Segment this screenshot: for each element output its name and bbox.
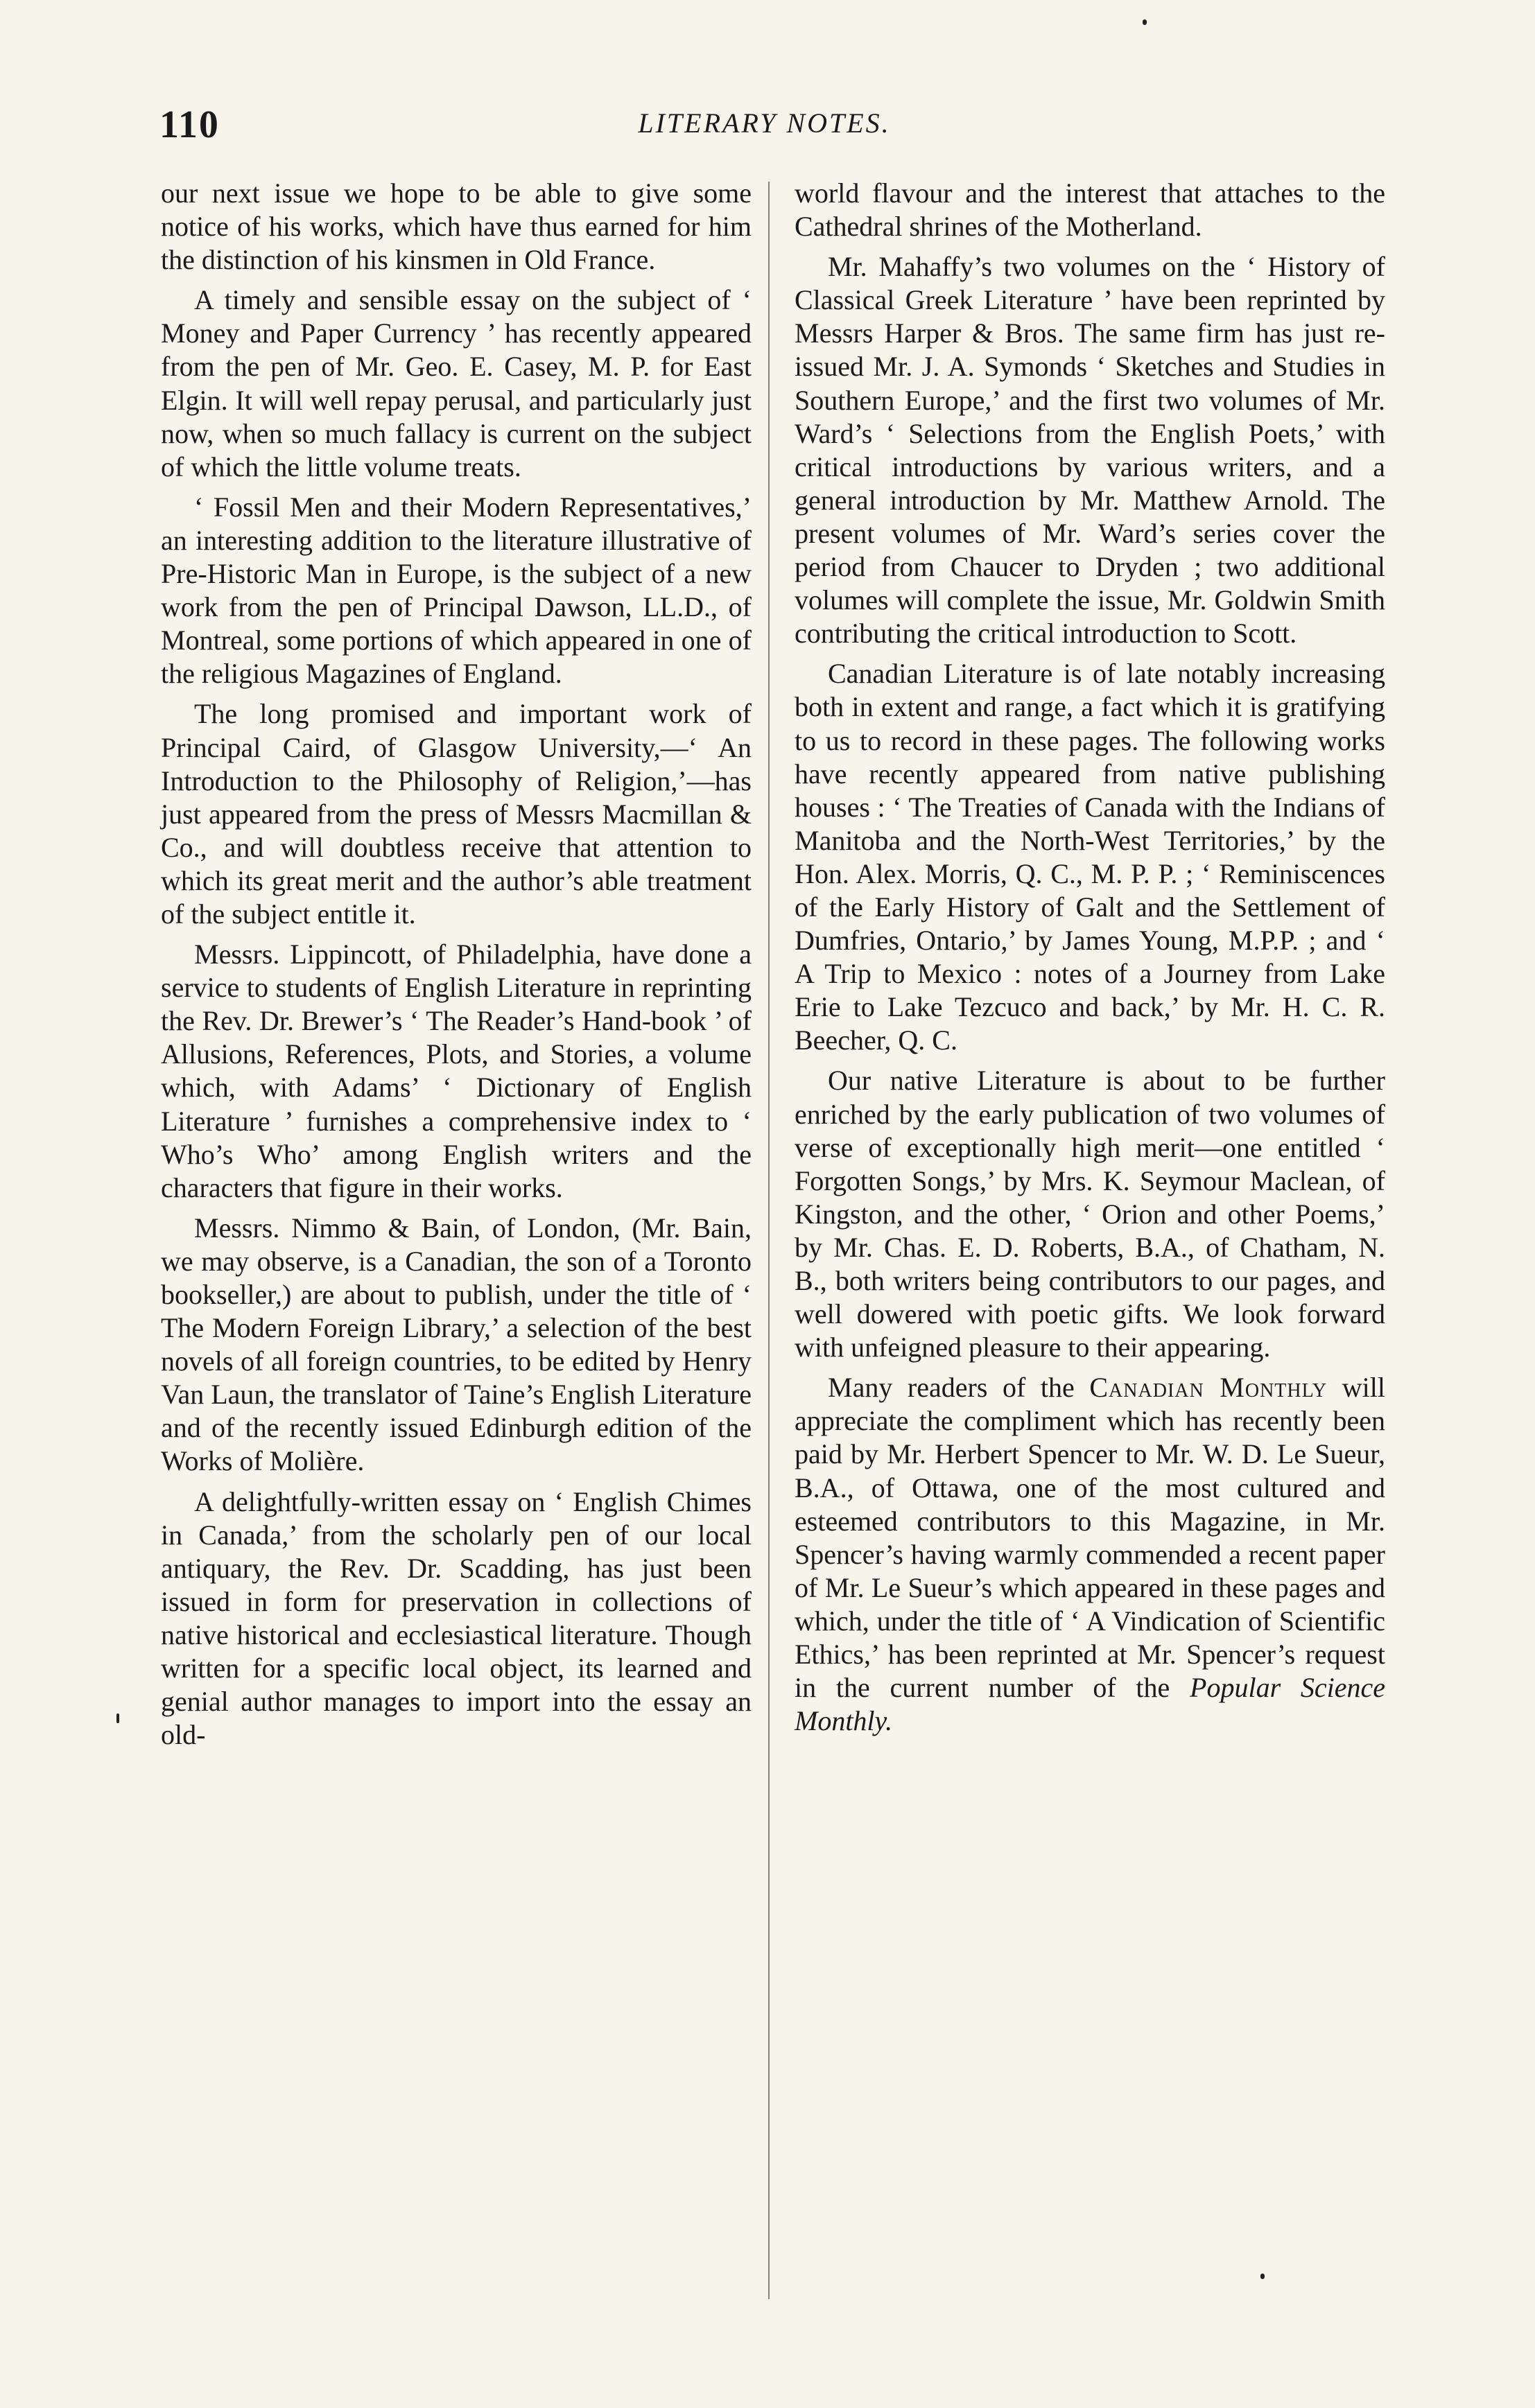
paragraph-philosophy-of-religion: The long promised and important work of Principal Caird, of Glasgow University,—‘ An Introduction to the Philosophy of Religion,’—has just appeared from the press of Messrs Macmillan & Co., and will doubtless receive that attention to which its great merit and the author’s able treatment of the subject entitle it. bbox=[161, 698, 752, 930]
magazine-name: Canadian Monthly bbox=[1089, 1372, 1328, 1404]
paragraph-continued: our next issue we hope to be able to give some notice of his works, which have thus earned for him the distinction of his kinsmen in Old France. bbox=[161, 177, 752, 276]
paragraph-text: Many readers of the bbox=[828, 1372, 1090, 1404]
paragraph-continued: world flavour and the interest that attaches to the Cathedral shrines of the Motherland. bbox=[795, 177, 1385, 243]
running-title: LITERARY NOTES. bbox=[638, 107, 891, 139]
page-number: 110 bbox=[159, 103, 220, 146]
column-divider bbox=[768, 182, 770, 2299]
paragraph-herbert-spencer bbox=[795, 1371, 1385, 1738]
paragraph-canadian-literature: Canadian Literature is of late notably increasing both in extent and range, a fact which it is gratifying to us to record in these pages. The following works have recently appeared from native publishing houses : ‘ The Treaties of Canada with the Indians of Manitoba and the North-West Territories,’ by the Hon. Alex. Morris, Q. C., M. P. P. ; ‘ Reminiscences of the Early History of Galt and the Settlement of Dumfries, Ontario,’ by James Young, M.P.P. ; and ‘ A Trip to Mexico : notes of a Journey from Lake Erie to Lake Tezcuco and back,’ by Mr. H. C. R. Beecher, Q. C. bbox=[795, 658, 1385, 1056]
paragraph-money-paper-currency: A timely and sensible essay on the subject of ‘ Money and Paper Currency ’ has recently appeared from the pen of Mr. Geo. E. Casey, M. P. for East Elgin. It will well repay perusal, and particularly just now, when so much fallacy is current on the subject of which the little volume treats. bbox=[161, 284, 752, 482]
ink-speck bbox=[1143, 19, 1147, 25]
paragraph-text: will appreciate the compliment which has recently been paid by Mr. Herbert Spencer to Mr. W. D. Le Sueur, B.A., of Ottawa, one of the most cultured and esteemed contributors to this Magazine, in Mr. Spencer’s having warmly commended a recent paper of Mr. Le Sueur’s which appeared in these pages and which, under the title of ‘ A Vindication of Scientific Ethics,’ has been reprinted at Mr. Spencer’s request in the current number of the bbox=[795, 1372, 1385, 1704]
periodical-title: Popular Science Monthly. bbox=[795, 1672, 1385, 1737]
ink-speck bbox=[116, 1713, 119, 1723]
right-column bbox=[795, 177, 1385, 1745]
paragraph-greek-literature: Mr. Mahaffy’s two volumes on the ‘ History of Classical Greek Literature ’ have been reprinted by Messrs Harper & Bros. The same firm has just re-issued Mr. J. A. Symonds ‘ Sketches and Studies in Southern Europe,’ and the first two volumes of Mr. Ward’s ‘ Selections from the English Poets,’ with critical introductions by various writers, and a general introduction by Mr. Matthew Arnold. The present volumes of Mr. Ward’s series cover the period from Chaucer to Dryden ; two additional volumes will complete the issue, Mr. Goldwin Smith contributing the critical introduction to Scott. bbox=[795, 251, 1385, 649]
paragraph-modern-foreign-library: Messrs. Nimmo & Bain, of London, (Mr. Bain, we may observe, is a Canadian, the son of a Toronto bookseller,) are about to publish, under the title of ‘ The Modern Foreign Library,’ a selection of the best novels of all foreign countries, to be edited by Henry Van Laun, the translator of Taine’s English Literature and of the recently issued Edinburgh edition of the Works of Molière. bbox=[161, 1212, 752, 1477]
page-header bbox=[159, 103, 1369, 158]
paragraph-readers-handbook: Messrs. Lippincott, of Philadelphia, have done a service to students of English Literature in reprinting the Rev. Dr. Brewer’s ‘ The Reader’s Hand-book ’ of Allusions, References, Plots, and Stories, a volume which, with Adams’ ‘ Dictionary of English Literature ’ furnishes a comprehensive index to ‘ Who’s Who’ among English writers and the characters that figure in their works. bbox=[161, 939, 752, 1203]
paragraph-fossil-men: ‘ Fossil Men and their Modern Representatives,’ an interesting addition to the literature illustrative of Pre-Historic Man in Europe, is the subject of a new work from the pen of Principal Dawson, LL.D., of Montreal, some portions of which appeared in one of the religious Magazines of England. bbox=[161, 491, 752, 690]
ink-speck bbox=[1260, 2274, 1265, 2279]
paragraph-english-chimes: A delightfully-written essay on ‘ English Chimes in Canada,’ from the scholarly pen of our local antiquary, the Rev. Dr. Scadding, has just been issued in form for preservation in collections of native historical and ecclesiastical literature. Though written for a specific local object, its learned and genial author manages to import into the essay an old- bbox=[161, 1485, 752, 1751]
paragraph-native-verse: Our native Literature is about to be further enriched by the early publication of two volumes of verse of exceptionally high merit—one entitled ‘ Forgotten Songs,’ by Mrs. K. Seymour Maclean, of Kingston, and the other, ‘ Orion and other Poems,’ by Mr. Chas. E. D. Roberts, B.A., of Chatham, N. B., both writers being contributors to our pages, and well dowered with poetic gifts. We look forward with unfeigned pleasure to their appearing. bbox=[795, 1065, 1385, 1363]
left-column bbox=[161, 177, 752, 1759]
